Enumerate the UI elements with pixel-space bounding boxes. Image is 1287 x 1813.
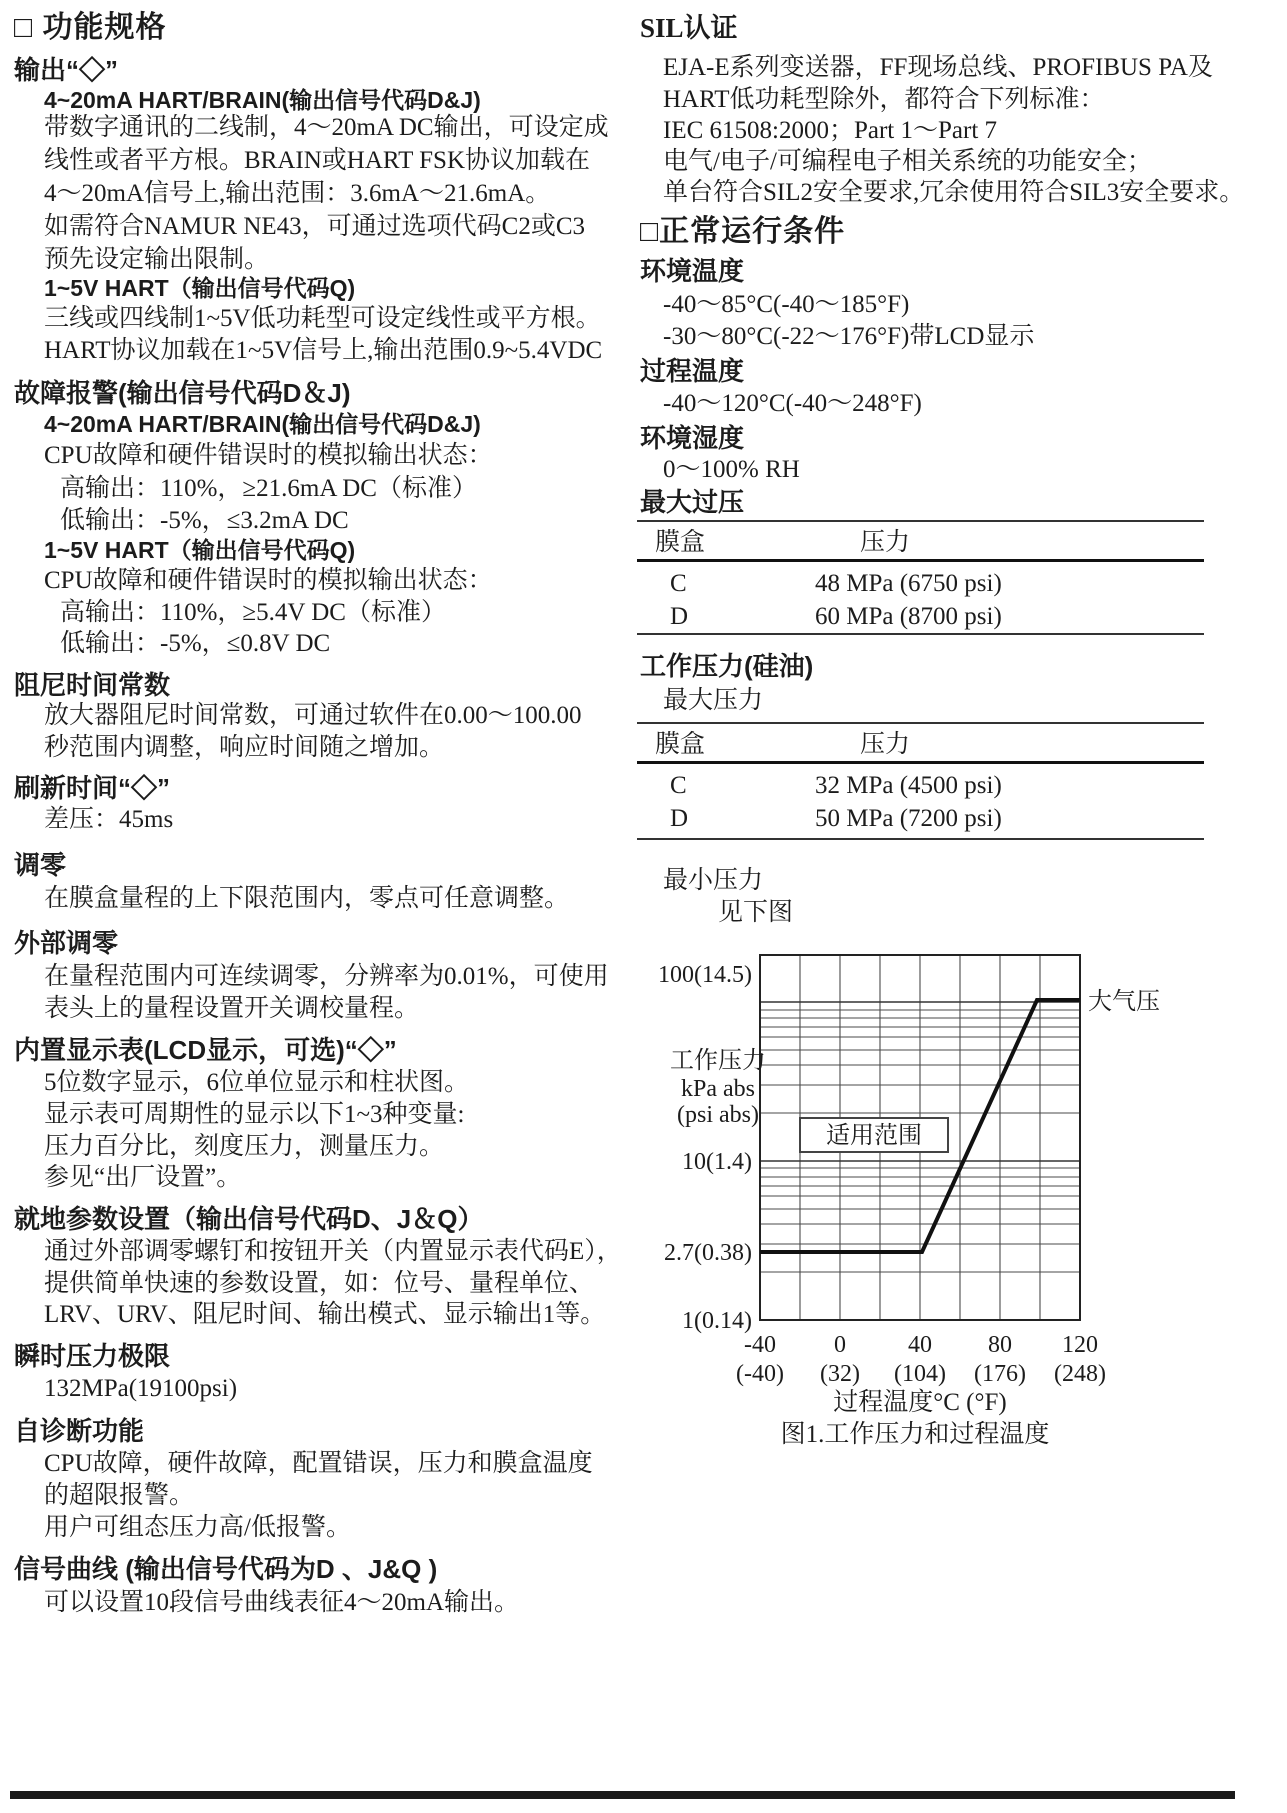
heading-working-pressure: 工作压力(硅油) xyxy=(640,651,814,681)
body-line: CPU故障，硬件故障，配置错误，压力和膜盒温度 xyxy=(44,1450,593,1477)
body-line: HART协议加载在1~5V信号上,输出范围0.9~5.4VDC xyxy=(44,337,603,364)
heading-local-parameter-setting: 就地参数设置（输出信号代码D、J＆Q） xyxy=(14,1204,484,1234)
y-tick-1: 1(0.14) xyxy=(682,1308,752,1334)
body-line: 低输出：-5%，≤0.8V DC xyxy=(60,630,331,657)
body-line: 差压：45ms xyxy=(44,806,174,833)
body-line: 低输出：-5%，≤3.2mA DC xyxy=(60,507,349,534)
heading-integral-indicator: 内置显示表(LCD显示，可选)“◇” xyxy=(14,1035,397,1065)
subheading-4-20ma-hart-brain: 4~20mA HART/BRAIN(输出信号代码D&J) xyxy=(44,87,481,113)
heading-signal-characterizer: 信号曲线 (输出信号代码为D 、J&Q ) xyxy=(14,1554,438,1584)
table-cell: C xyxy=(670,570,687,597)
heading-self-diagnostics: 自诊断功能 xyxy=(14,1416,145,1446)
y-axis-title-line1: 工作压力 xyxy=(670,1048,766,1074)
body-line: IEC 61508:2000；Part 1～Part 7 xyxy=(663,117,998,144)
table-cell: 50 MPa (7200 psi) xyxy=(815,805,1002,832)
body-line: 0～100% RH xyxy=(663,456,800,483)
x-tick-f: (248) xyxy=(1054,1361,1106,1387)
body-line: 显示表可周期性的显示以下1~3种变量: xyxy=(44,1101,465,1128)
body-line: 高输出：110%，≥5.4V DC（标准） xyxy=(60,599,446,626)
body-line: 压力百分比，刻度压力，测量压力。 xyxy=(44,1133,445,1160)
table-cell: C xyxy=(670,772,687,799)
body-line: 132MPa(19100psi) xyxy=(44,1375,238,1402)
heading-normal-operating-conditions: □正常运行条件 xyxy=(640,215,846,248)
subheading-1-5v-hart: 1~5V HART（输出信号代码Q) xyxy=(44,275,356,301)
heading-zero-adjustment: 调零 xyxy=(14,850,67,880)
heading-damping-time-constant: 阻尼时间常数 xyxy=(14,670,171,700)
heading-update-time: 刷新时间“◇” xyxy=(14,773,171,803)
body-line: 通过外部调零螺钉和按钮开关（内置显示表代码E）， xyxy=(44,1238,622,1265)
figure-working-pressure-chart xyxy=(600,940,1240,1450)
heading-ambient-humidity: 环境湿度 xyxy=(640,423,745,453)
x-axis-title: 过程温度°C (°F) xyxy=(833,1389,1007,1416)
x-tick-c: 80 xyxy=(988,1332,1012,1358)
body-line: 预先设定输出限制。 xyxy=(44,246,270,273)
body-line: 在膜盒量程的上下限范围内，零点可任意调整。 xyxy=(44,885,570,912)
body-line: -40～85°C(-40～185°F) xyxy=(663,291,910,318)
body-line: -40～120°C(-40～248°F) xyxy=(663,390,922,417)
body-line: HART低功耗型除外，都符合下列标准： xyxy=(663,86,1105,113)
body-line: 高输出：110%，≥21.6mA DC（标准） xyxy=(60,475,477,502)
y-tick-100: 100(14.5) xyxy=(658,962,752,988)
heading-instantaneous-pressure-limit: 瞬时压力极限 xyxy=(14,1341,171,1371)
table-col-header-capsule: 膜盒 xyxy=(655,529,706,556)
body-line: -30～80°C(-22～176°F)带LCD显示 xyxy=(663,323,1035,350)
x-tick-c: 0 xyxy=(834,1332,846,1358)
body-line: CPU故障和硬件错误时的模拟输出状态： xyxy=(44,567,493,594)
x-tick-f: (32) xyxy=(820,1361,860,1387)
subheading-max-pressure: 最大压力 xyxy=(663,687,764,714)
heading-max-overpressure: 最大过压 xyxy=(640,487,745,517)
table-rule xyxy=(637,559,1204,562)
body-line: LRV、URV、阻尼时间、输出模式、显示输出1等。 xyxy=(44,1301,606,1328)
heading-ambient-temperature: 环境温度 xyxy=(640,256,745,286)
atmospheric-pressure-label: 大气压 xyxy=(1088,989,1160,1015)
body-line: 三线或四线制1~5V低功耗型可设定线性或平方根。 xyxy=(44,305,601,332)
body-line: 4～20mA信号上,输出范围：3.6mA～21.6mA。 xyxy=(44,180,551,207)
body-line: 电气/电子/可编程电子相关系统的功能安全； xyxy=(663,148,1152,175)
body-line: CPU故障和硬件错误时的模拟输出状态： xyxy=(44,442,493,469)
table-col-header-pressure: 压力 xyxy=(860,529,911,556)
page-title-functional-specs: □ 功能规格 xyxy=(14,11,167,44)
subheading-4-20ma-hart-brain: 4~20mA HART/BRAIN(输出信号代码D&J) xyxy=(44,411,481,437)
body-line: 线性或者平方根。BRAIN或HART FSK协议加载在 xyxy=(44,147,590,174)
figure-caption: 图1.工作压力和过程温度 xyxy=(780,1421,1050,1448)
body-line: 如需符合NAMUR NE43，可通过选项代码C2或C3 xyxy=(44,213,585,240)
body-line: 参见“出厂设置”。 xyxy=(44,1164,242,1191)
y-tick-2-7: 2.7(0.38) xyxy=(664,1240,752,1266)
table-cell: D xyxy=(670,805,689,832)
heading-output: 输出“◇” xyxy=(14,55,119,85)
table-rule xyxy=(637,838,1204,840)
y-axis-title-line2: kPa abs xyxy=(681,1076,755,1102)
see-figure-note: 见下图 xyxy=(718,899,794,926)
heading-external-zero: 外部调零 xyxy=(14,928,119,958)
x-tick-c: -40 xyxy=(744,1332,776,1358)
x-tick-f: (-40) xyxy=(736,1361,784,1387)
body-line: 用户可组态压力高/低报警。 xyxy=(44,1514,351,1541)
table-rule xyxy=(637,722,1204,724)
body-line: EJA-E系列变送器，FF现场总线、PROFIBUS PA及 xyxy=(663,54,1213,81)
x-tick-f: (104) xyxy=(894,1361,946,1387)
table-cell: D xyxy=(670,603,689,630)
applicable-range-label: 适用范围 xyxy=(826,1123,922,1149)
body-line: 放大器阻尼时间常数，可通过软件在0.00～100.00 xyxy=(44,702,582,729)
subheading-min-pressure: 最小压力 xyxy=(663,867,764,894)
table-cell: 32 MPa (4500 psi) xyxy=(815,772,1002,799)
table-rule xyxy=(637,633,1204,635)
heading-process-temperature: 过程温度 xyxy=(640,356,745,386)
x-tick-c: 120 xyxy=(1062,1332,1098,1358)
heading-failure-alarm: 故障报警(输出信号代码D＆J) xyxy=(14,378,351,408)
table-cell: 60 MPa (8700 psi) xyxy=(815,603,1002,630)
table-rule xyxy=(637,520,1204,522)
body-line: 可以设置10段信号曲线表征4～20mA输出。 xyxy=(44,1589,520,1616)
y-tick-10: 10(1.4) xyxy=(682,1149,752,1175)
body-line: 表头上的量程设置开关调校量程。 xyxy=(44,995,420,1022)
table-rule xyxy=(637,761,1204,764)
body-line: 5位数字显示，6位单位显示和柱状图。 xyxy=(44,1069,470,1096)
x-tick-c: 40 xyxy=(908,1332,932,1358)
body-line: 在量程范围内可连续调零，分辨率为0.01%，可使用 xyxy=(44,963,609,990)
table-cell: 48 MPa (6750 psi) xyxy=(815,570,1002,597)
body-line: 单台符合SIL2安全要求,冗余使用符合SIL3安全要求。 xyxy=(663,179,1245,206)
y-axis-title-line3: (psi abs) xyxy=(677,1102,759,1128)
body-line: 带数字通讯的二线制，4～20mA DC输出，可设定成 xyxy=(44,114,609,141)
body-line: 的超限报警。 xyxy=(44,1482,195,1509)
page-footer-rule xyxy=(10,1791,1235,1799)
heading-sil-certification: SIL认证 xyxy=(640,13,738,43)
body-line: 秒范围内调整，响应时间随之增加。 xyxy=(44,734,445,761)
body-line: 提供简单快速的参数设置，如：位号、量程单位、 xyxy=(44,1270,595,1297)
subheading-1-5v-hart: 1~5V HART（输出信号代码Q) xyxy=(44,537,356,563)
table-col-header-pressure: 压力 xyxy=(860,731,911,758)
x-tick-f: (176) xyxy=(974,1361,1026,1387)
table-col-header-capsule: 膜盒 xyxy=(655,731,706,758)
